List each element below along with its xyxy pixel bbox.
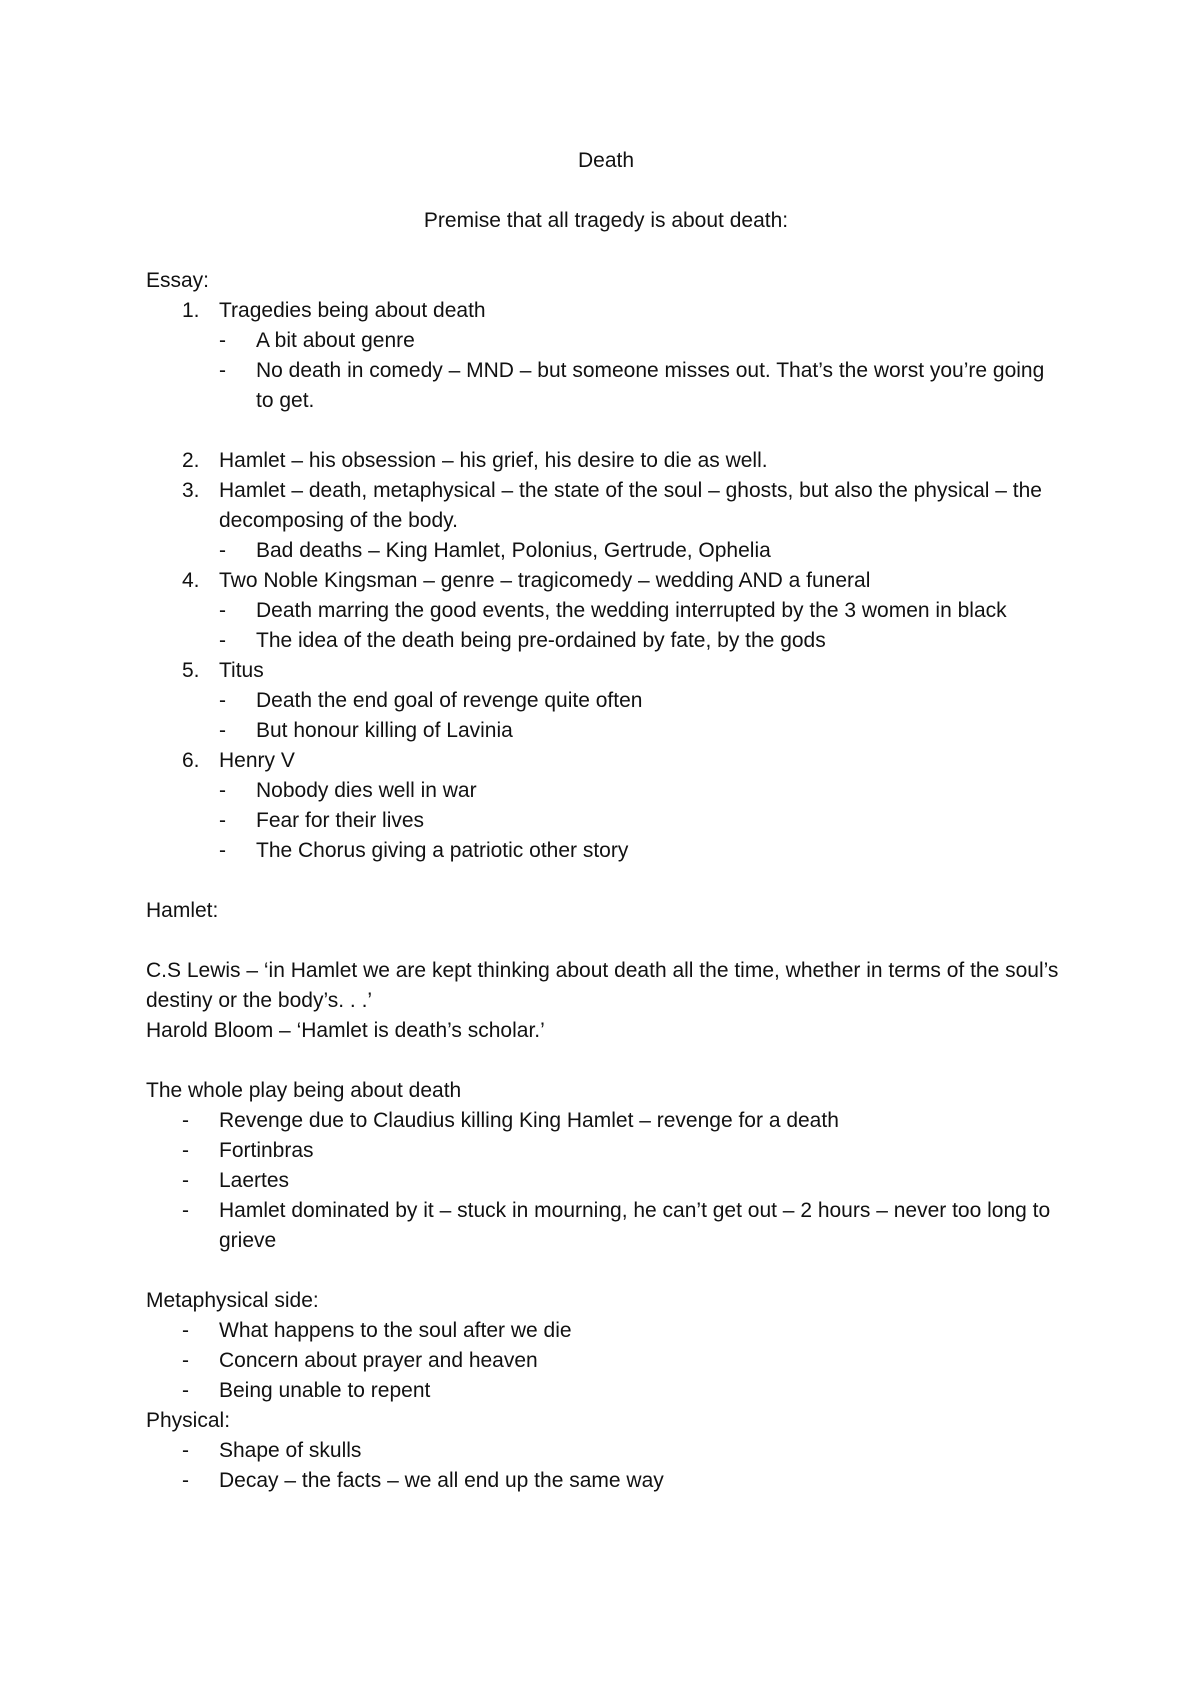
essay-item-text: Hamlet – his obsession – his grief, his desire to die as well. — [219, 449, 768, 472]
spacer — [146, 1256, 1066, 1286]
dash-bullet: - — [219, 719, 226, 742]
whole-play-item: - Fortinbras — [146, 1136, 1066, 1166]
document-content — [146, 146, 1066, 1496]
essay-item — [146, 476, 1066, 536]
dash-bullet: - — [182, 1439, 189, 1462]
whole-play-item: - Laertes — [146, 1166, 1066, 1196]
dash-bullet: - — [219, 629, 226, 652]
dash-bullet: - — [182, 1349, 189, 1372]
essay-item-text: Tragedies being about death — [219, 299, 486, 322]
spacer — [146, 1046, 1066, 1076]
hamlet-heading: Hamlet: — [146, 899, 219, 922]
essay-subitem: - No death in comedy – MND – but someone misses out. That’s the worst you’re going to get. — [146, 356, 1066, 416]
dash-bullet: - — [219, 329, 226, 352]
essay-item-text: Titus — [219, 659, 264, 682]
essay-item-number: 2. — [182, 449, 200, 472]
essay-item — [146, 656, 1066, 686]
dash-bullet: - — [182, 1319, 189, 1342]
essay-heading: Essay: — [146, 269, 210, 292]
essay-subitem: - But honour killing of Lavinia — [146, 716, 1066, 746]
whole-play-item: - Hamlet dominated by it – stuck in mourning, he can’t get out – 2 hours – never too long to grieve — [146, 1196, 1066, 1256]
essay-subitem: - A bit about genre — [146, 326, 1066, 356]
essay-item-number: 1. — [182, 299, 200, 322]
essay-subitem: - The idea of the death being pre-ordained by fate, by the gods — [146, 626, 1066, 656]
dash-bullet: - — [219, 809, 226, 832]
dash-bullet: - — [219, 359, 226, 382]
spacer — [146, 416, 1066, 446]
dash-bullet: - — [182, 1139, 189, 1162]
metaphysical-item: - What happens to the soul after we die — [146, 1316, 1066, 1346]
whole-play-heading: The whole play being about death — [146, 1079, 462, 1102]
physical-item: - Decay – the facts – we all end up the same way — [146, 1466, 1066, 1496]
physical-heading: Physical: — [146, 1409, 231, 1432]
essay-subitem: - The Chorus giving a patriotic other story — [146, 836, 1066, 866]
spacer — [146, 866, 1066, 896]
essay-item-text: Henry V — [219, 749, 295, 772]
dash-bullet: - — [182, 1379, 189, 1402]
page-title: Death — [577, 149, 635, 172]
essay-item-text: Hamlet – death, metaphysical – the state of the soul – ghosts, but also the physical – the decomposing of the body. — [219, 479, 1042, 532]
metaphysical-item: - Concern about prayer and heaven — [146, 1346, 1066, 1376]
physical-item: - Shape of skulls — [146, 1436, 1066, 1466]
quote-bloom: Harold Bloom – ‘Hamlet is death’s scholar.’ — [146, 1019, 545, 1042]
essay-item-number: 4. — [182, 569, 200, 592]
dash-bullet: - — [182, 1469, 189, 1492]
essay-item — [146, 566, 1066, 596]
dash-bullet: - — [219, 839, 226, 862]
dash-bullet: - — [219, 599, 226, 622]
essay-item — [146, 746, 1066, 776]
dash-bullet: - — [219, 779, 226, 802]
metaphysical-item: - Being unable to repent — [146, 1376, 1066, 1406]
essay-item-number: 6. — [182, 749, 200, 772]
dash-bullet: - — [219, 689, 226, 712]
essay-subitem: - Death the end goal of revenge quite often — [146, 686, 1066, 716]
metaphysical-heading: Metaphysical side: — [146, 1289, 319, 1312]
essay-subitem: - Fear for their lives — [146, 806, 1066, 836]
essay-item — [146, 446, 1066, 476]
essay-subitem: - Nobody dies well in war — [146, 776, 1066, 806]
dash-bullet: - — [219, 539, 226, 562]
premise-line: Premise that all tragedy is about death: — [423, 209, 789, 232]
essay-subitem: - Death marring the good events, the wedding interrupted by the 3 women in black — [146, 596, 1066, 626]
spacer — [146, 926, 1066, 956]
essay-item — [146, 296, 1066, 326]
quote-lewis: C.S Lewis – ‘in Hamlet we are kept thinking about death all the time, whether in terms of the soul’s destiny or the body’s. . .’ — [146, 959, 1059, 1012]
essay-item-number: 3. — [182, 479, 200, 502]
dash-bullet: - — [182, 1169, 189, 1192]
essay-item-number: 5. — [182, 659, 200, 682]
dash-bullet: - — [182, 1199, 189, 1222]
essay-item-text: Two Noble Kingsman – genre – tragicomedy – wedding AND a funeral — [219, 569, 871, 592]
dash-bullet: - — [182, 1109, 189, 1132]
whole-play-item: - Revenge due to Claudius killing King Hamlet – revenge for a death — [146, 1106, 1066, 1136]
essay-subitem: - Bad deaths – King Hamlet, Polonius, Gertrude, Ophelia — [146, 536, 1066, 566]
